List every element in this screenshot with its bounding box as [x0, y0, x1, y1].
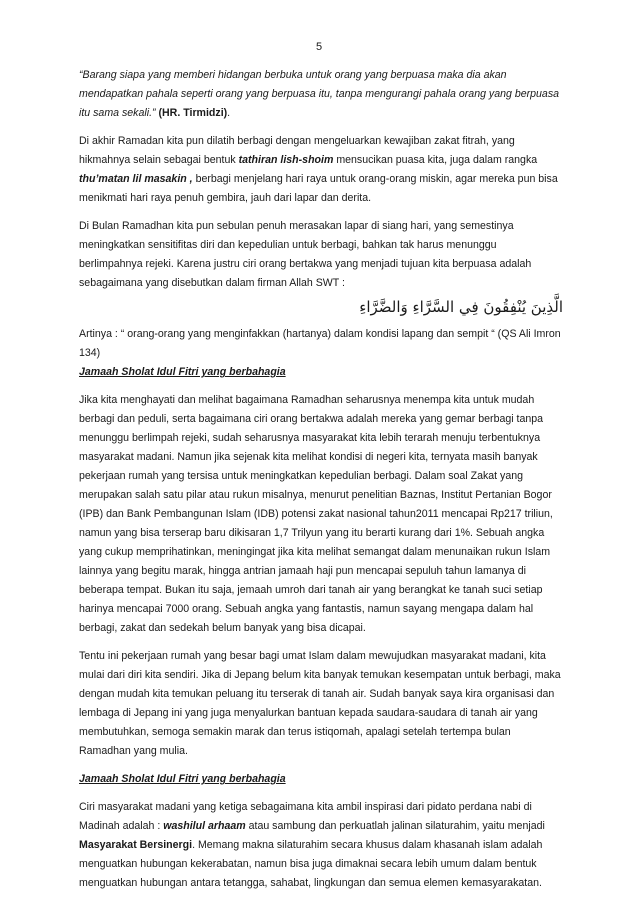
arabic-verse: الَّذِينَ يُنْفِقُونَ فِي السَّرَّاءِ وَالضَّرَّاءِ	[359, 298, 563, 316]
text-run: berbagi menjelang hari raya untuk orang-orang miskin, agar mereka pun bisa menikmati hari raya penuh gembira, jauh dari lapar dan derita.	[79, 173, 558, 204]
text-run: atau sambung dan perkuatlah jalinan silaturahim, yaitu menjadi	[245, 820, 545, 832]
hadith-text: “Barang siapa yang memberi hidangan berbuka untuk orang yang berpuasa maka dia akan mendapatkan pahala seperti orang yang berpuasa itu, tanpa mengurangi pahala orang yang berpuasa itu sama sekali.”	[79, 69, 560, 119]
page-number: 5	[315, 41, 323, 53]
translation: Artinya : “ orang-orang yang menginfakkan (hartanya) dalam kondisi lapang dan sempit “ (QS Ali Imron 134)	[79, 328, 561, 359]
paragraph-pekerjaan-rumah: Tentu ini pekerjaan rumah yang besar bagi umat Islam dalam mewujudkan masyarakat madani, kita mulai dari diri kita sendiri. Jika di Jepang belum kita banyak temukan kesempatan untuk berbagi, maka dengan mudah kita temukan peluang itu terserak di tanah air. Sudah banyak saya kira organisasi dan lembaga di Jepang ini yang juga menyalurkan bantuan kepada saudara-saudara di tanah air yang membutuhkan, semoga semakin marak dan terus istiqomah, apalagi setelah tertempa bulan Ramadhan yang mulia.	[79, 650, 561, 757]
section-heading-1: Jamaah Sholat Idul Fitri yang berbahagia	[79, 366, 286, 378]
hadith-source: (HR. Tirmidzi)	[158, 107, 228, 119]
text-run: Ciri masyarakat madani yang ketiga sebagaimana kita ambil inspirasi dari pidato perdana nabi di Madinah adalah :	[79, 801, 532, 832]
paragraph-madani: Jika kita menghayati dan melihat bagaimana Ramadhan seharusnya menempa kita untuk mudah berbagi dan peduli, serta bagaimana ciri orang bertakwa adalah mereka yang gemar berbagi tanpa menunggu berlimpah rejeki, sudah seharusnya masyarakat kita lebih terarah menuju terbentuknya masyarakat madani. Namun jika sejenak kita melihat kondisi di negeri kita, ternyata masih banyak pekerjaan rumah yang tersisa untuk meningkatkan kepedulian berbagi. Dalam soal Zakat yang merupakan salah satu pilar atau rukun misalnya, menurut penelitian Baznas, Institut Pertanian Bogor (IPB) dan Bank Pembangunan Islam (IDB) potensi zakat nasional tahun2011 mencapai Rp217 triliun, namun yang bisa terserap baru dikisaran 1,7 Trilyun yang itu berarti kurang dari 1%. Sebuah angka yang cukup memprihatinkan, meningingat jika kita melihat semangat dalam menunaikan rukun Islam lainnya yang begitu marak, hingga antrian jamaah haji pun mencapai sepuluh tahun lamanya di beberapa tempat. Bukan itu saja, jemaah umroh dari tanah air yang berangkat ke tanah suci setiap harinya mencapai 7000 orang. Sebuah angka yang fantastis, namun sayang mengapa dalam hal berbagi, zakat dan sedekah belum banyak yang bisa dicapai.	[79, 394, 553, 634]
text-run: . Memang makna silaturahim secara khusus dalam khasanah islam adalah menguatkan hubungan kekerabatan, namun bisa juga dimaknai secara lebih umum dalam bentuk menguatkan hubungan antara tetangga, sahabat, lingkungan dan semua elemen kemasyarakatan.	[79, 839, 543, 889]
paragraph-silaturahim	[79, 798, 563, 893]
text-run: mensucikan puasa kita, juga dalam rangka	[333, 154, 538, 166]
term-washilul-arhaam: washilul arhaam	[163, 820, 246, 832]
hadith-quote	[79, 66, 563, 123]
text-run: Di akhir Ramadan kita pun dilatih berbagi dengan mengeluarkan kewajiban zakat fitrah, yang hikmahnya selain sebagai bentuk	[79, 135, 515, 166]
hadith-end: .	[227, 107, 231, 119]
section-heading-2: Jamaah Sholat Idul Fitri yang berbahagia	[79, 773, 286, 785]
term-masyarakat-bersinergi: Masyarakat Bersinergi	[79, 839, 193, 851]
term-tathiran: tathiran lish-shoim	[238, 154, 334, 166]
term-thumatan: thu’matan lil masakin ,	[79, 173, 193, 185]
page-content	[79, 66, 563, 902]
paragraph-lapar: Di Bulan Ramadhan kita pun sebulan penuh merasakan lapar di siang hari, yang semestinya meningkatkan sensitifitas diri dan kepedulian untuk berbagi, bahkan tak harus menunggu berlimpahnya rejeki. Karena justru ciri orang bertakwa yang menjadi tujuan kita berpuasa adalah sebagaimana yang disebutkan dalam firman Allah SWT :	[79, 220, 532, 289]
paragraph-zakat	[79, 132, 563, 208]
